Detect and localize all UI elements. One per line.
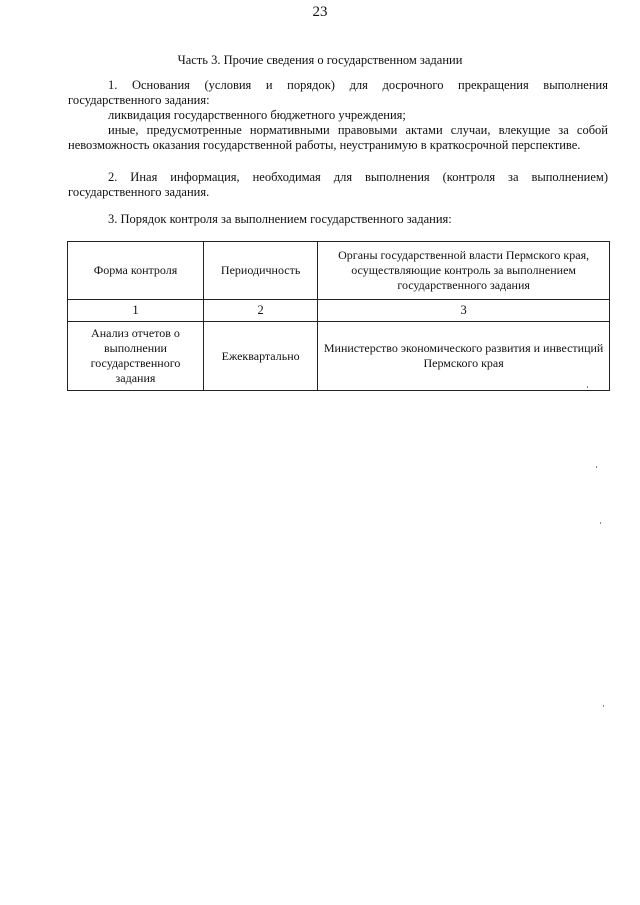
cell-periodicity: Ежеквартально [203,322,317,391]
column-number-1: 1 [68,300,204,322]
item-2-paragraph: 2. Иная информация, необходимая для выполнения (контроля за выполнением) государственного задания. [68,170,608,199]
cell-form-of-control: Анализ отчетов о выполнении государственного задания [68,322,204,391]
item-1-line-1: 1. Основания (условия и порядок) для досрочного прекращения выполнения [108,78,608,92]
item-1-line-4: иные, предусмотренные нормативными правовыми актами случаи, влекущие за собой невозможность оказания государственной работы, неустранимую в краткосрочной перспективе. [68,123,608,152]
scan-speck [600,522,601,524]
scan-speck [587,386,588,388]
section-title: Часть 3. Прочие сведения о государственном задании [177,53,463,67]
cell-authority: Министерство экономического развития и инвестиций Пермского края [318,322,610,391]
column-number-2: 2 [203,300,317,322]
header-authorities: Органы государственной власти Пермского края, осуществляющие контроль за выполнением государственного задания [318,242,610,300]
header-form-of-control: Форма контроля [68,242,204,300]
header-periodicity: Периодичность [203,242,317,300]
scan-speck [596,466,597,468]
page-number: 23 [312,4,328,20]
item-1-line-2: государственного задания: [68,93,210,107]
item-3-paragraph: 3. Порядок контроля за выполнением государственного задания: [108,212,452,226]
table-header-row [68,242,610,300]
column-number-3: 3 [318,300,610,322]
scan-speck [603,705,604,707]
item-1-line-3: ликвидация государственного бюджетного учреждения; [108,108,406,122]
control-table [67,241,610,391]
table-row [68,322,610,391]
item-1-paragraph [68,78,608,153]
table-number-row [68,300,610,322]
